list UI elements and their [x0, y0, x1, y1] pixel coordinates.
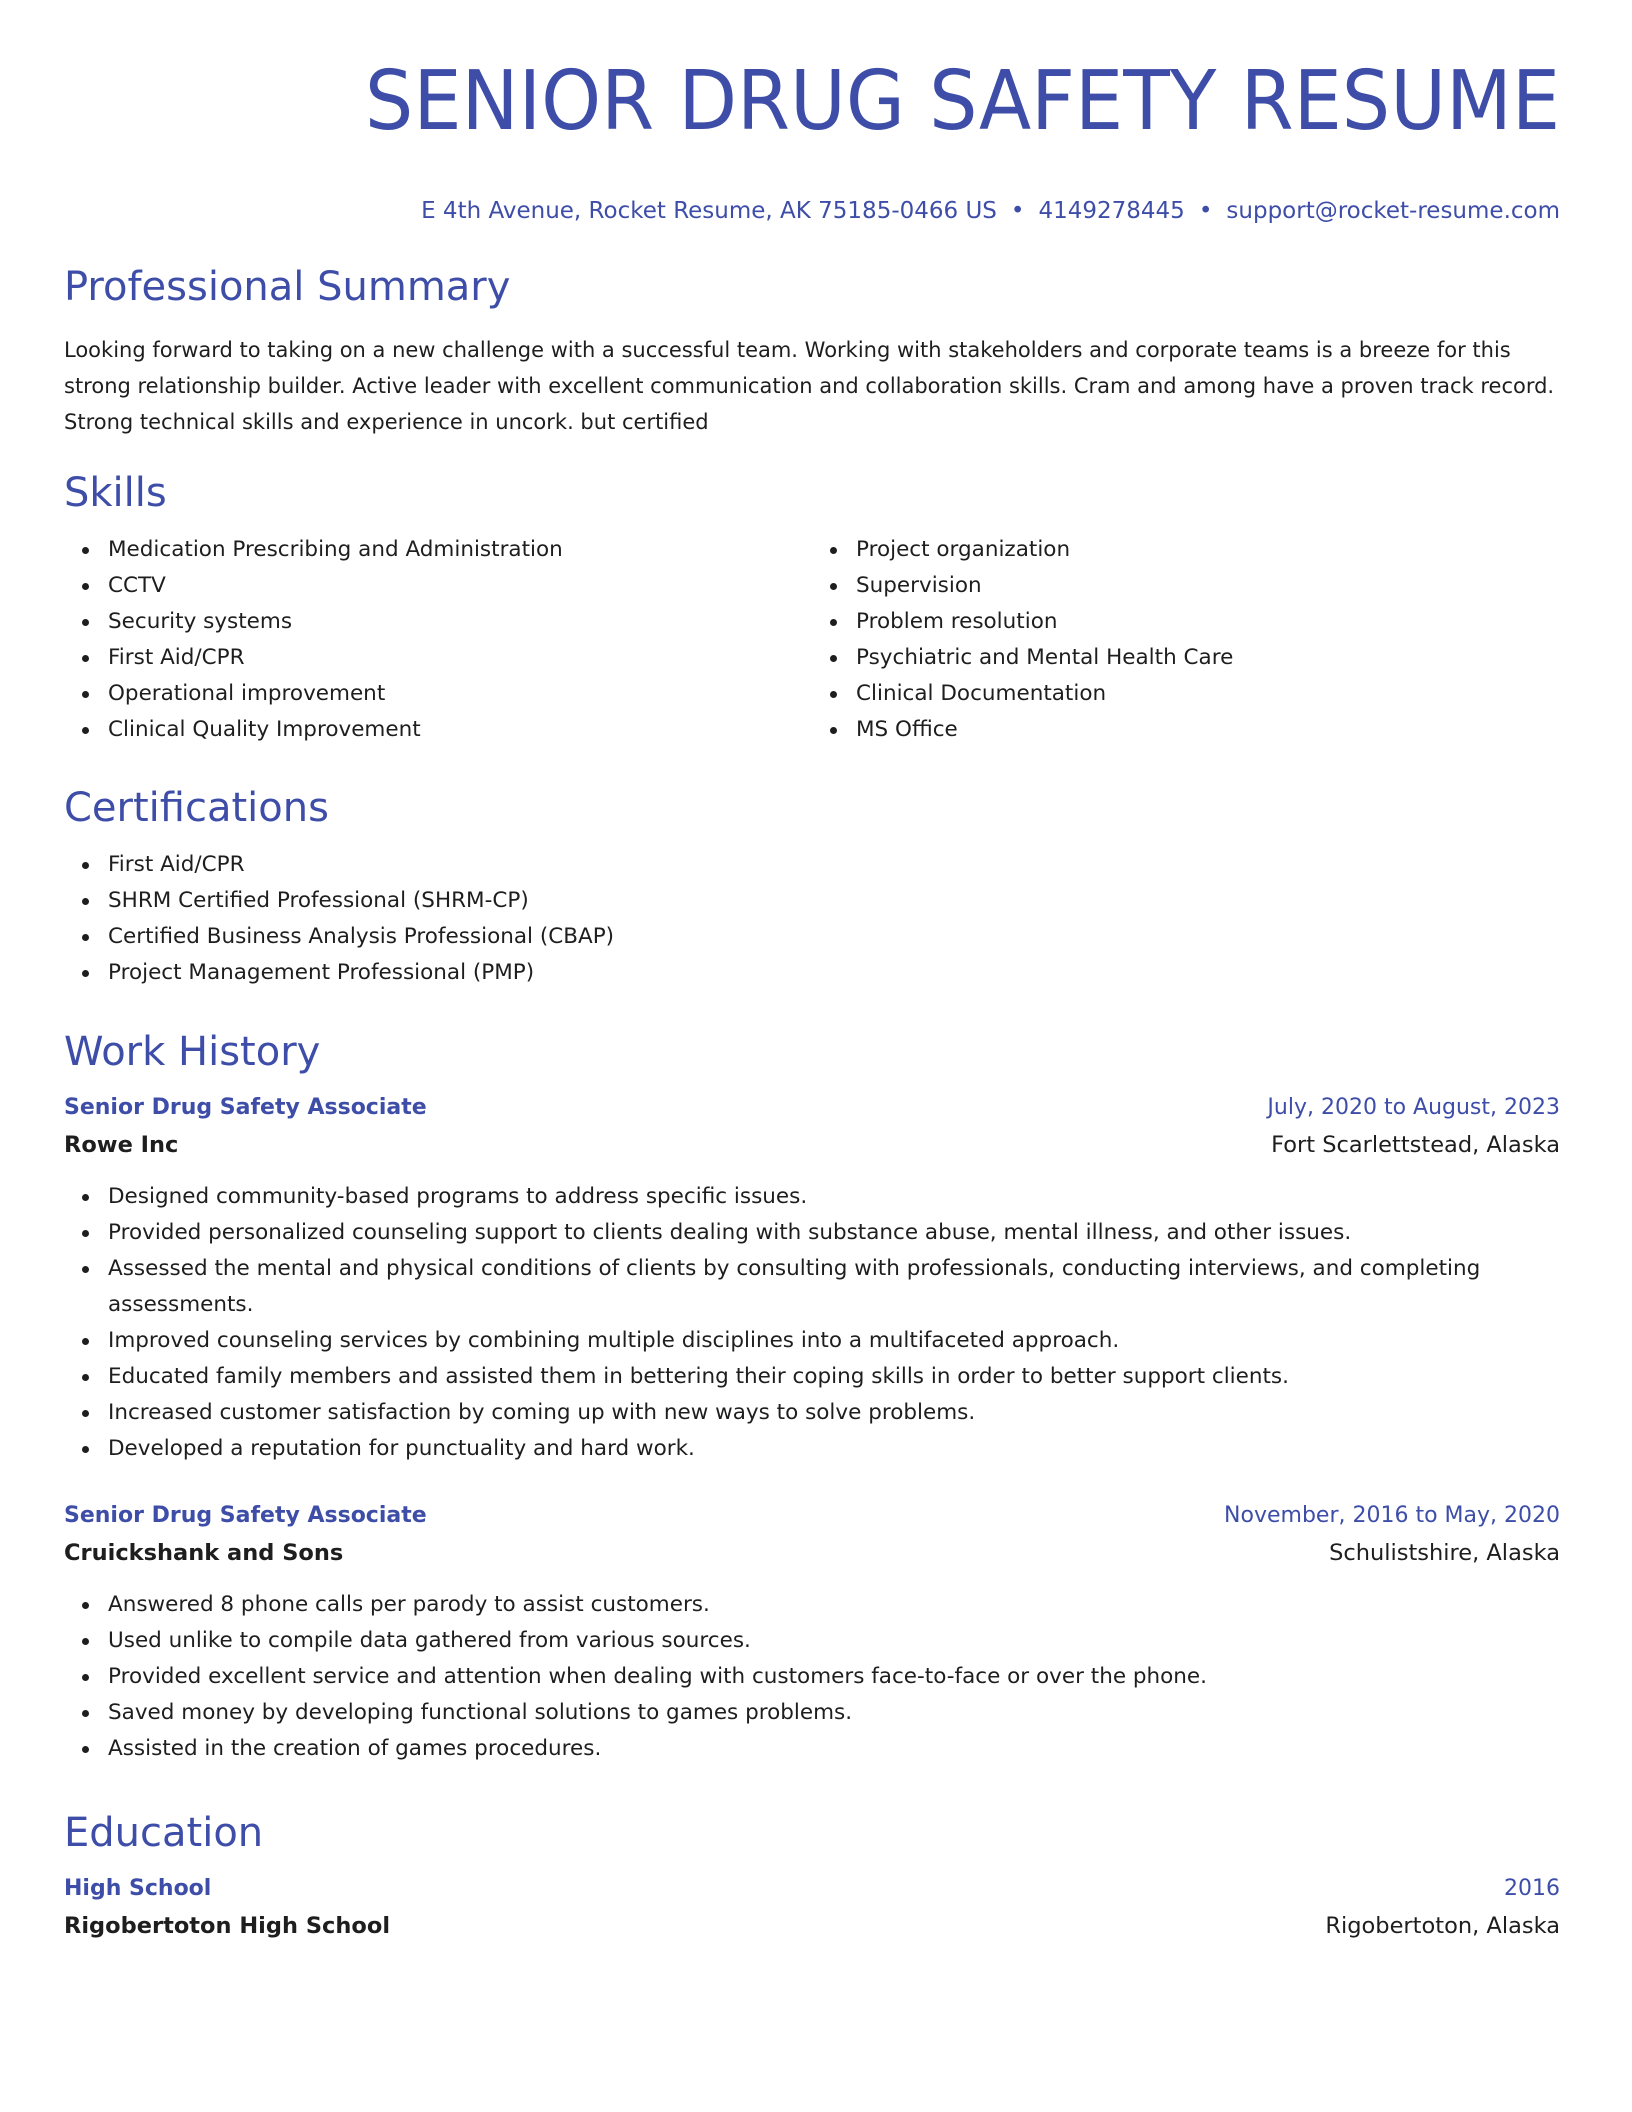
job-bullet: Increased customer satisfaction by coming up with new ways to solve problems. [108, 1395, 1560, 1431]
job-bullet: Answered 8 phone calls per parody to assist customers. [108, 1587, 1560, 1623]
job-bullet: Educated family members and assisted them in bettering their coping skills in order to better support clients. [108, 1359, 1560, 1395]
job-employer: Cruickshank and Sons [64, 1540, 344, 1566]
skills-heading: Skills [64, 470, 167, 516]
certifications-section [64, 783, 1560, 991]
job-bullet: Saved money by developing functional solutions to games problems. [108, 1695, 1560, 1731]
contact-phone: 4149278445 [1038, 198, 1185, 224]
education-location: Rigobertoton, Alaska [1325, 1913, 1560, 1939]
job-dates: July, 2020 to August, 2023 [1267, 1095, 1560, 1120]
resume-title: SENIOR DRUG SAFETY RESUME [364, 54, 1560, 149]
skill-item: Security systems [108, 604, 812, 640]
job-bullet: Provided excellent service and attention when dealing with customers face-to-face or over the phone. [108, 1659, 1560, 1695]
skill-item: Operational improvement [108, 676, 812, 712]
job-bullet: Used unlike to compile data gathered from various sources. [108, 1623, 1560, 1659]
job-dates: November, 2016 to May, 2020 [1224, 1503, 1560, 1528]
job-employer-row [64, 1125, 1560, 1165]
skills-grid [64, 532, 1560, 748]
skill-item: First Aid/CPR [108, 640, 812, 676]
certifications-heading: Certifications [64, 785, 329, 831]
job-bullet: Assisted in the creation of games procedures. [108, 1731, 1560, 1767]
education-degree: High School [64, 1876, 212, 1901]
certification-item: SHRM Certified Professional (SHRM-CP) [108, 883, 1560, 919]
job-employer-row [64, 1533, 1560, 1573]
skills-list-left [64, 532, 812, 748]
summary-section [64, 262, 1560, 440]
skill-item: Psychiatric and Mental Health Care [856, 640, 1560, 676]
contact-separator: • [1198, 198, 1213, 224]
job-employer: Rowe Inc [64, 1132, 179, 1158]
skill-item: Project organization [856, 532, 1560, 568]
work-history-section [64, 1027, 1560, 1767]
skill-item: MS Office [856, 712, 1560, 748]
certifications-list [64, 847, 1560, 991]
skill-item: Clinical Quality Improvement [108, 712, 812, 748]
skill-item: Supervision [856, 568, 1560, 604]
education-heading: Education [64, 1810, 264, 1856]
skill-item: CCTV [108, 568, 812, 604]
job-bullet: Developed a reputation for punctuality and hard work. [108, 1431, 1560, 1467]
job-header-row [64, 1091, 1560, 1125]
job-bullets [64, 1179, 1560, 1467]
summary-text: Looking forward to taking on a new challenge with a successful team. Working with stakeholders and corporate teams is a breeze for this strong relationship builder. Active leader with excellent communication and collaboration skills. Cram and among have a proven track record. Strong technical skills and experience in uncork. but certified [64, 338, 1555, 434]
education-section [64, 1808, 1560, 1946]
job-bullet: Improved counseling services by combining multiple disciplines into a multifaceted approach. [108, 1323, 1560, 1359]
skill-item: Clinical Documentation [856, 676, 1560, 712]
job-bullet: Designed community-based programs to address specific issues. [108, 1179, 1560, 1215]
job-entry [64, 1091, 1560, 1467]
resume-header [64, 0, 1560, 226]
job-entry [64, 1499, 1560, 1767]
job-title: Senior Drug Safety Associate [64, 1095, 427, 1120]
skill-item: Problem resolution [856, 604, 1560, 640]
contact-address: E 4th Avenue, Rocket Resume, AK 75185-0466 US [421, 198, 997, 224]
skills-section [64, 468, 1560, 748]
education-year: 2016 [1504, 1876, 1560, 1901]
education-entry [64, 1872, 1560, 1946]
job-header-row [64, 1499, 1560, 1533]
education-school-row [64, 1906, 1560, 1946]
skill-item: Medication Prescribing and Administration [108, 532, 812, 568]
certification-item: Project Management Professional (PMP) [108, 955, 1560, 991]
education-school: Rigobertoton High School [64, 1913, 391, 1939]
certification-item: Certified Business Analysis Professional (CBAP) [108, 919, 1560, 955]
resume-page [64, 0, 1560, 2112]
education-header-row [64, 1872, 1560, 1906]
job-bullet: Provided personalized counseling support to clients dealing with substance abuse, mental illness, and other issues. [108, 1215, 1560, 1251]
contact-separator: • [1010, 198, 1025, 224]
contact-line [64, 196, 1560, 226]
job-title: Senior Drug Safety Associate [64, 1503, 427, 1528]
job-location: Schulistshire, Alaska [1329, 1540, 1560, 1566]
contact-email[interactable]: support@rocket-resume.com [1226, 198, 1560, 224]
job-bullet: Assessed the mental and physical conditions of clients by consulting with professionals, conducting interviews, and completing assessments. [108, 1251, 1560, 1323]
skills-list-right [812, 532, 1560, 748]
job-location: Fort Scarlettstead, Alaska [1271, 1132, 1560, 1158]
certification-item: First Aid/CPR [108, 847, 1560, 883]
job-bullets [64, 1587, 1560, 1767]
summary-heading: Professional Summary [64, 264, 511, 310]
work-history-heading: Work History [64, 1029, 321, 1075]
